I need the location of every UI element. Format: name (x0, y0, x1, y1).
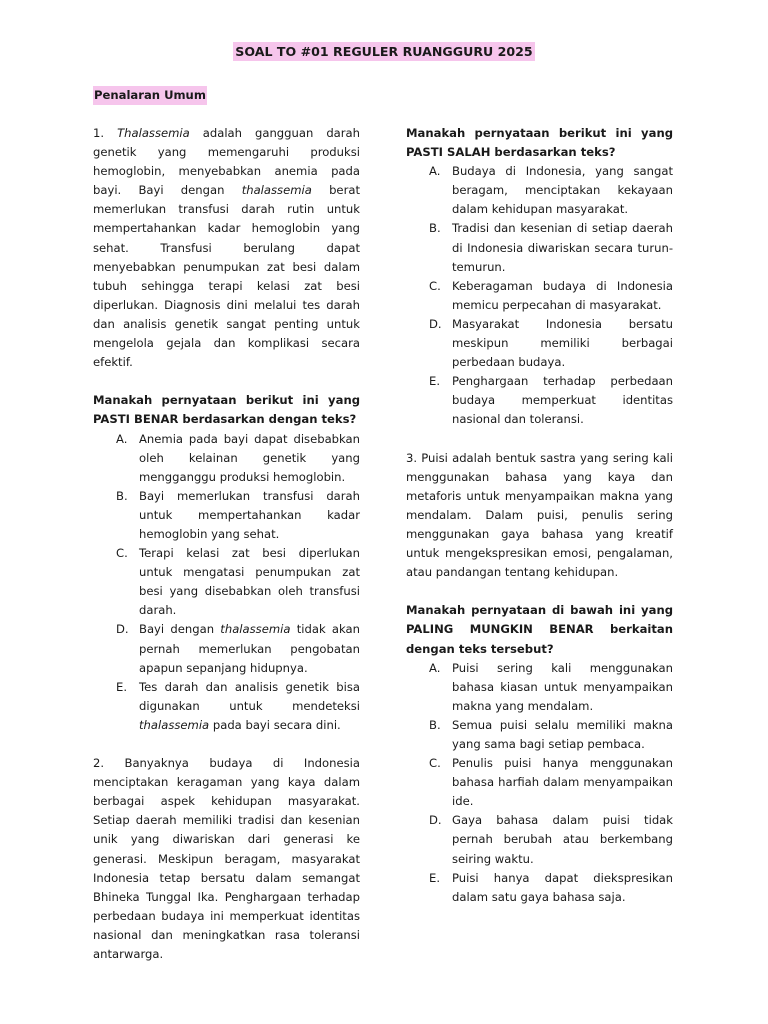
option-letter: B. (429, 221, 441, 236)
option-letter: D. (116, 622, 129, 637)
option-letter: B. (116, 488, 128, 503)
option-b[interactable] (406, 219, 673, 276)
option-text: Keberagaman budaya di Indonesia memicu perpecahan di masyarakat. (452, 278, 673, 312)
option-e[interactable] (406, 372, 673, 429)
passage-text: adalah gangguan darah genetik yang memengaruhi produksi hemoglobin, menyebabkan anemia pada bayi. Bayi dengan (93, 126, 361, 198)
option-letter: C. (429, 756, 441, 771)
option-c[interactable] (406, 754, 673, 811)
section-label: Penalaran Umum (93, 86, 207, 105)
question-2-passage: 2. Banyaknya budaya di Indonesia menciptakan keragaman yang kaya dalam berbagai aspek kehidupan masyarakat. Setiap daerah memiliki tradisi dan kesenian unik yang diwariskan dari generasi ke generasi. Meskipun beragam, masyarakat Indonesia tetap bersatu dalam semangat Bhineka Tunggal Ika. Penghargaan terhadap perbedaan budaya ini memperkuat identitas nasional dan meningkatkan rasa toleransi antarwarga. (93, 756, 360, 962)
option-text: pada bayi secara dini. (209, 717, 341, 732)
question-1-passage (93, 124, 360, 372)
option-letter: D. (429, 813, 442, 828)
option-c[interactable] (406, 277, 673, 315)
option-letter: D. (429, 316, 442, 331)
question-number: 1. (93, 126, 118, 140)
question-2-options (406, 162, 673, 429)
option-letter: A. (116, 431, 128, 446)
left-column (93, 124, 360, 964)
option-text: Anemia pada bayi dapat disebabkan oleh kelainan genetik yang mengganggu produksi hemoglobin. (139, 431, 360, 484)
option-text: Puisi hanya dapat diekspresikan dalam satu gaya bahasa saja. (452, 870, 673, 904)
question-1-prompt: Manakah pernyataan berikut ini yang PASTI BENAR berdasarkan dengan teks? (93, 393, 360, 427)
page-title: SOAL TO #01 REGULER RUANGGURU 2025 (235, 44, 533, 59)
option-b[interactable] (406, 716, 673, 754)
option-letter: A. (429, 660, 441, 675)
option-c[interactable] (93, 544, 360, 620)
title-bar (0, 42, 768, 61)
question-3-options (406, 659, 673, 907)
option-a[interactable] (406, 659, 673, 716)
option-letter: B. (429, 717, 441, 732)
option-text: Terapi kelasi zat besi diperlukan untuk mengatasi penumpukan zat besi yang disebabkan oleh transfusi darah. (139, 546, 360, 618)
question-3-passage: 3. Puisi adalah bentuk sastra yang sering kali menggunakan bahasa yang kaya dan metaforis untuk menyampaikan makna yang mendalam. Dalam puisi, penulis sering menggunakan gaya bahasa yang kreatif untuk mengekspresikan emosi, pengalaman, atau pandangan tentang kehidupan. (406, 450, 673, 580)
question-3-prompt: Manakah pernyataan di bawah ini yang PALING MUNGKIN BENAR berkaitan dengan teks tersebut? (406, 603, 673, 656)
option-letter: C. (429, 278, 441, 293)
option-a[interactable] (93, 430, 360, 487)
option-text: Bayi memerlukan transfusi darah untuk mempertahankan kadar hemoglobin yang sehat. (139, 488, 360, 541)
option-letter: E. (429, 870, 441, 885)
option-text: Tes darah dan analisis genetik bisa digunakan untuk mendeteksi (139, 679, 360, 713)
option-e[interactable] (406, 869, 673, 907)
option-b[interactable] (93, 487, 360, 544)
question-2-prompt: Manakah pernyataan berikut ini yang PASTI SALAH berdasarkan teks? (406, 126, 673, 160)
option-text: Penghargaan terhadap perbedaan budaya memperkuat identitas nasional dan toleransi. (452, 374, 673, 427)
option-text: Penulis puisi hanya menggunakan bahasa harfiah dalam menyampaikan ide. (452, 756, 673, 809)
option-text: tidak akan pernah memerlukan pengobatan apapun sepanjang hidupnya. (139, 622, 360, 675)
option-a[interactable] (406, 162, 673, 219)
italic-term: Thalassemia (117, 126, 190, 140)
option-d[interactable] (406, 315, 673, 372)
italic-term: thalassemia (139, 717, 210, 732)
option-letter: A. (429, 164, 441, 179)
passage-text: berat memerlukan transfusi darah rutin untuk mempertahankan kadar hemoglobin yang sehat. Transfusi berulang dapat menyebabkan penumpukan zat besi dalam tubuh sehingga terapi kelasi zat besi diperlukan. Diagnosis dini melalui tes darah dan analisis genetik sangat penting untuk mengelola gejala dan komplikasi secara efektif. (93, 183, 360, 370)
option-d[interactable] (93, 620, 360, 677)
italic-term: thalassemia (220, 622, 291, 637)
option-text: Puisi sering kali menggunakan bahasa kiasan untuk menyampaikan makna yang mendalam. (452, 660, 673, 713)
option-letter: E. (429, 374, 441, 389)
right-column (406, 124, 673, 907)
option-e[interactable] (93, 678, 360, 735)
option-text: Bayi dengan (139, 622, 221, 637)
option-d[interactable] (406, 811, 673, 868)
option-text: Masyarakat Indonesia bersatu meskipun memiliki berbagai perbedaan budaya. (452, 316, 673, 370)
option-text: Tradisi dan kesenian di setiap daerah di Indonesia diwariskan secara turun-temurun. (452, 221, 673, 274)
question-1-options (93, 430, 360, 736)
option-letter: E. (116, 679, 128, 694)
option-text: Gaya bahasa dalam puisi tidak pernah berubah atau berkembang seiring waktu. (452, 813, 673, 866)
italic-term: thalassemia (241, 183, 312, 198)
option-text: Budaya di Indonesia, yang sangat beragam, menciptakan kekayaan dalam kehidupan masyarakat. (452, 164, 673, 217)
option-letter: C. (116, 546, 128, 561)
option-text: Semua puisi selalu memiliki makna yang sama bagi setiap pembaca. (452, 717, 673, 751)
